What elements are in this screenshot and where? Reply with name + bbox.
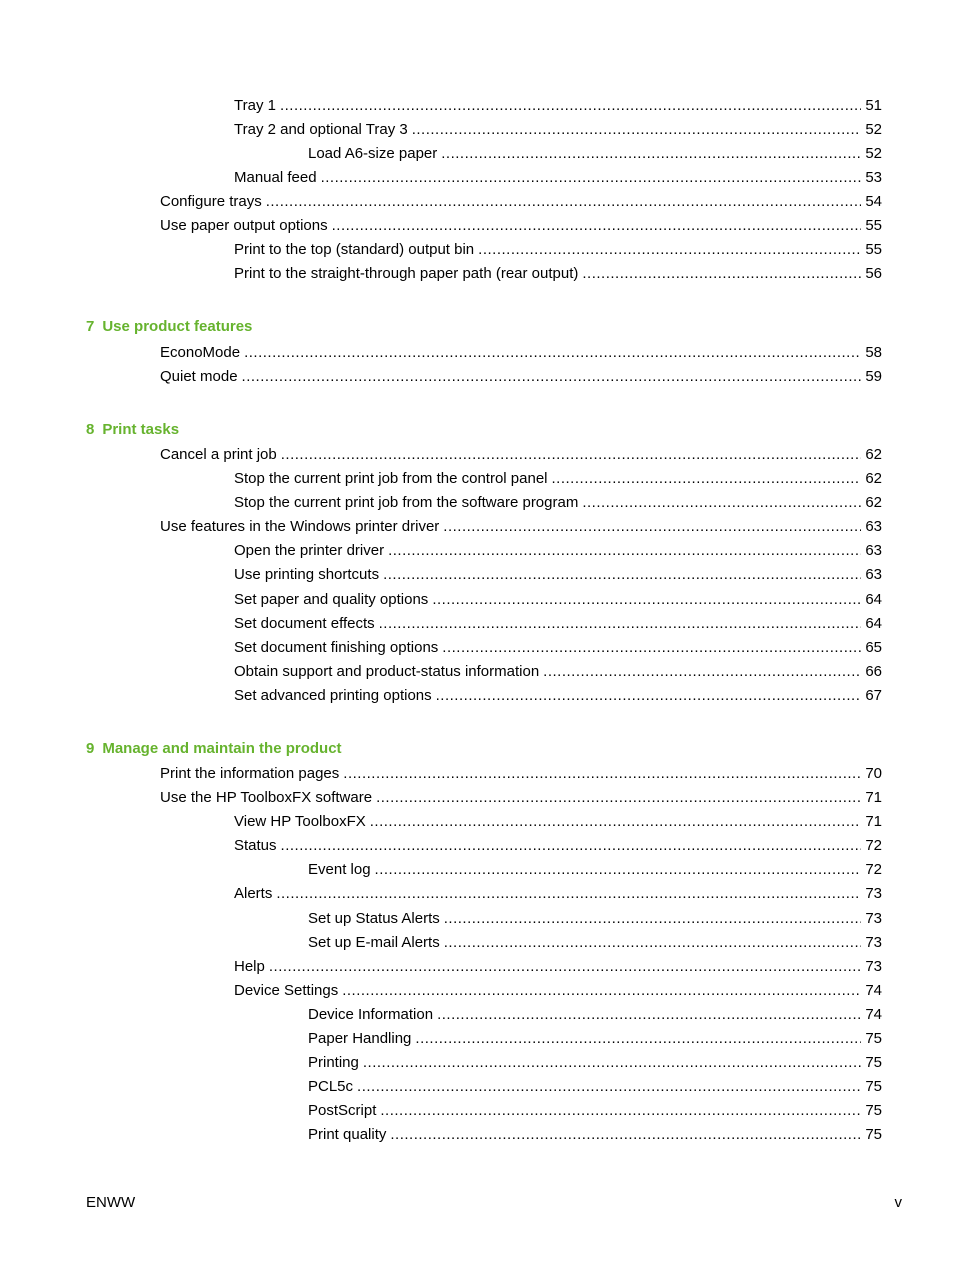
toc-entry-page: 71 xyxy=(865,789,882,806)
leader-dots xyxy=(444,910,862,928)
toc-entry-page: 73 xyxy=(865,934,882,951)
toc-entry-page: 55 xyxy=(865,241,882,258)
toc-entry-page: 64 xyxy=(865,591,882,608)
toc-entry-page: 64 xyxy=(865,615,882,632)
chapter-title: Use product features xyxy=(102,318,253,335)
toc-entry-label: Cancel a print job xyxy=(160,446,277,463)
leader-dots xyxy=(436,687,862,705)
toc-entry-page: 51 xyxy=(865,97,882,114)
toc-entry[interactable] xyxy=(234,663,882,681)
leader-dots xyxy=(357,1078,861,1096)
chapter-number: 7 xyxy=(86,318,95,335)
toc-entry[interactable] xyxy=(160,368,882,386)
toc-entry-label: Alerts xyxy=(234,885,273,902)
toc-entry-page: 71 xyxy=(865,813,882,830)
chapter-heading-9[interactable] xyxy=(86,740,342,758)
toc-entry-label: Set up E-mail Alerts xyxy=(308,934,440,951)
toc-entry-label: Status xyxy=(234,837,277,854)
leader-dots xyxy=(437,1006,861,1024)
toc-entry-label: Print to the straight-through paper path (rear output) xyxy=(234,265,579,282)
toc-entry[interactable] xyxy=(234,837,882,855)
leader-dots xyxy=(380,1102,861,1120)
toc-entry-label: Event log xyxy=(308,861,371,878)
leader-dots xyxy=(388,542,861,560)
toc-entry[interactable] xyxy=(308,145,882,163)
leader-dots xyxy=(552,470,862,488)
toc-entry-page: 63 xyxy=(865,566,882,583)
toc-entry-page: 72 xyxy=(865,861,882,878)
toc-entry-label: Quiet mode xyxy=(160,368,238,385)
leader-dots xyxy=(432,591,861,609)
toc-entry-label: View HP ToolboxFX xyxy=(234,813,366,830)
leader-dots xyxy=(280,97,861,115)
toc-entry-page: 73 xyxy=(865,910,882,927)
toc-entry-label: Manual feed xyxy=(234,169,317,186)
toc-entry[interactable] xyxy=(160,217,882,235)
toc-entry-label: Device Information xyxy=(308,1006,434,1023)
leader-dots xyxy=(281,837,862,855)
toc-entry[interactable] xyxy=(234,813,882,831)
toc-entry-page: 75 xyxy=(865,1126,882,1143)
toc-entry-label: PCL5c xyxy=(308,1078,354,1095)
toc-entry[interactable] xyxy=(160,765,882,783)
leader-dots xyxy=(266,193,862,211)
toc-entry-label: PostScript xyxy=(308,1102,377,1119)
toc-entry[interactable] xyxy=(234,241,882,259)
toc-entry-page: 75 xyxy=(865,1102,882,1119)
toc-entry-label: Set up Status Alerts xyxy=(308,910,440,927)
toc-entry-page: 72 xyxy=(865,837,882,854)
toc-entry-label: Set document effects xyxy=(234,615,375,632)
leader-dots xyxy=(444,934,862,952)
toc-entry-page: 59 xyxy=(865,368,882,385)
leader-dots xyxy=(582,265,861,283)
leader-dots xyxy=(242,368,862,386)
chapter-heading-7[interactable] xyxy=(86,318,252,336)
toc-entry-label: Obtain support and product-status information xyxy=(234,663,540,680)
toc-entry[interactable] xyxy=(160,344,882,362)
toc-entry-page: 63 xyxy=(865,518,882,535)
toc-entry[interactable] xyxy=(234,687,882,705)
toc-entry-label: EconoMode xyxy=(160,344,241,361)
leader-dots xyxy=(244,344,861,362)
leader-dots xyxy=(363,1054,861,1072)
leader-dots xyxy=(276,885,861,903)
toc-entry[interactable] xyxy=(308,1030,882,1048)
toc-entry-page: 74 xyxy=(865,982,882,999)
toc-entry[interactable] xyxy=(160,193,882,211)
toc-entry-page: 54 xyxy=(865,193,882,210)
toc-entry[interactable] xyxy=(160,789,882,807)
leader-dots xyxy=(390,1126,861,1144)
toc-entry-page: 73 xyxy=(865,885,882,902)
chapter-number: 9 xyxy=(86,740,95,757)
toc-entry-page: 66 xyxy=(865,663,882,680)
toc-entry-page: 75 xyxy=(865,1030,882,1047)
toc-entry[interactable] xyxy=(308,1126,882,1144)
toc-entry-label: Printing xyxy=(308,1054,359,1071)
leader-dots xyxy=(415,1030,861,1048)
toc-entry-page: 75 xyxy=(865,1054,882,1071)
toc-entry[interactable] xyxy=(160,446,882,464)
toc-entry[interactable] xyxy=(234,566,882,584)
chapter-title: Print tasks xyxy=(102,421,180,438)
toc-entry-label: Use printing shortcuts xyxy=(234,566,380,583)
leader-dots xyxy=(543,663,861,681)
toc-entry[interactable] xyxy=(308,910,882,928)
toc-entry-label: Use features in the Windows printer driver xyxy=(160,518,440,535)
toc-entry[interactable] xyxy=(234,121,882,139)
leader-dots xyxy=(443,518,861,536)
toc-entry-page: 73 xyxy=(865,958,882,975)
leader-dots xyxy=(478,241,861,259)
toc-entry-page: 53 xyxy=(865,169,882,186)
toc-entry-label: Set paper and quality options xyxy=(234,591,429,608)
toc-entry-label: Use paper output options xyxy=(160,217,328,234)
toc-entry-page: 58 xyxy=(865,344,882,361)
toc-entry-label: Configure trays xyxy=(160,193,262,210)
leader-dots xyxy=(582,494,861,512)
toc-entry-label: Print quality xyxy=(308,1126,387,1143)
toc-entry-label: Tray 1 xyxy=(234,97,276,114)
toc-entry-label: Paper Handling xyxy=(308,1030,412,1047)
toc-entry[interactable] xyxy=(234,97,882,115)
toc-entry[interactable] xyxy=(308,1054,882,1072)
toc-entry-page: 70 xyxy=(865,765,882,782)
toc-entry[interactable] xyxy=(308,861,882,879)
toc-entry-label: Print to the top (standard) output bin xyxy=(234,241,475,258)
toc-entry-label: Set advanced printing options xyxy=(234,687,432,704)
leader-dots xyxy=(412,121,862,139)
toc-entry-page: 56 xyxy=(865,265,882,282)
leader-dots xyxy=(370,813,862,831)
toc-entry[interactable] xyxy=(234,615,882,633)
chapter-title: Manage and maintain the product xyxy=(102,740,342,757)
toc-entry-page: 67 xyxy=(865,687,882,704)
toc-entry-label: Set document finishing options xyxy=(234,639,439,656)
leader-dots xyxy=(376,789,861,807)
toc-entry-label: Load A6-size paper xyxy=(308,145,438,162)
toc-entry-label: Stop the current print job from the control panel xyxy=(234,470,548,487)
toc-entry-label: Help xyxy=(234,958,265,975)
toc-entry-label: Device Settings xyxy=(234,982,339,999)
leader-dots xyxy=(321,169,862,187)
toc-entry-page: 55 xyxy=(865,217,882,234)
toc-entry[interactable] xyxy=(234,169,882,187)
leader-dots xyxy=(343,765,861,783)
toc-entry-label: Use the HP ToolboxFX software xyxy=(160,789,373,806)
leader-dots xyxy=(442,639,861,657)
toc-entry[interactable] xyxy=(234,265,882,283)
toc-entry[interactable] xyxy=(234,958,882,976)
toc-entry-page: 52 xyxy=(865,145,882,162)
toc-entry-label: Tray 2 and optional Tray 3 xyxy=(234,121,408,138)
toc-entry-page: 62 xyxy=(865,446,882,463)
toc-entry-page: 74 xyxy=(865,1006,882,1023)
toc-entry-page: 62 xyxy=(865,470,882,487)
chapter-number: 8 xyxy=(86,421,95,438)
toc-entry-label: Stop the current print job from the software program xyxy=(234,494,579,511)
toc-entry[interactable] xyxy=(234,542,882,560)
leader-dots xyxy=(375,861,862,879)
toc-entry[interactable] xyxy=(234,982,882,1000)
toc-entry-label: Open the printer driver xyxy=(234,542,385,559)
leader-dots xyxy=(379,615,862,633)
toc-entry[interactable] xyxy=(234,494,882,512)
toc-entry-label: Print the information pages xyxy=(160,765,340,782)
leader-dots xyxy=(281,446,862,464)
footer-page-number: v xyxy=(894,1194,902,1211)
leader-dots xyxy=(441,145,861,163)
toc-entry[interactable] xyxy=(308,1102,882,1120)
toc-entry[interactable] xyxy=(160,518,882,536)
toc-entry[interactable] xyxy=(234,470,882,488)
leader-dots xyxy=(383,566,861,584)
toc-entry-page: 65 xyxy=(865,639,882,656)
toc-entry-page: 63 xyxy=(865,542,882,559)
toc-entry-page: 52 xyxy=(865,121,882,138)
toc-entry[interactable] xyxy=(308,1006,882,1024)
chapter-heading-8[interactable] xyxy=(86,421,179,439)
leader-dots xyxy=(269,958,861,976)
toc-entry[interactable] xyxy=(234,885,882,903)
toc-entry[interactable] xyxy=(234,639,882,657)
leader-dots xyxy=(332,217,862,235)
toc-entry[interactable] xyxy=(308,1078,882,1096)
toc-entry-page: 62 xyxy=(865,494,882,511)
toc-entry[interactable] xyxy=(234,591,882,609)
toc-entry-page: 75 xyxy=(865,1078,882,1095)
leader-dots xyxy=(342,982,861,1000)
toc-entry[interactable] xyxy=(308,934,882,952)
footer-left: ENWW xyxy=(86,1194,136,1211)
